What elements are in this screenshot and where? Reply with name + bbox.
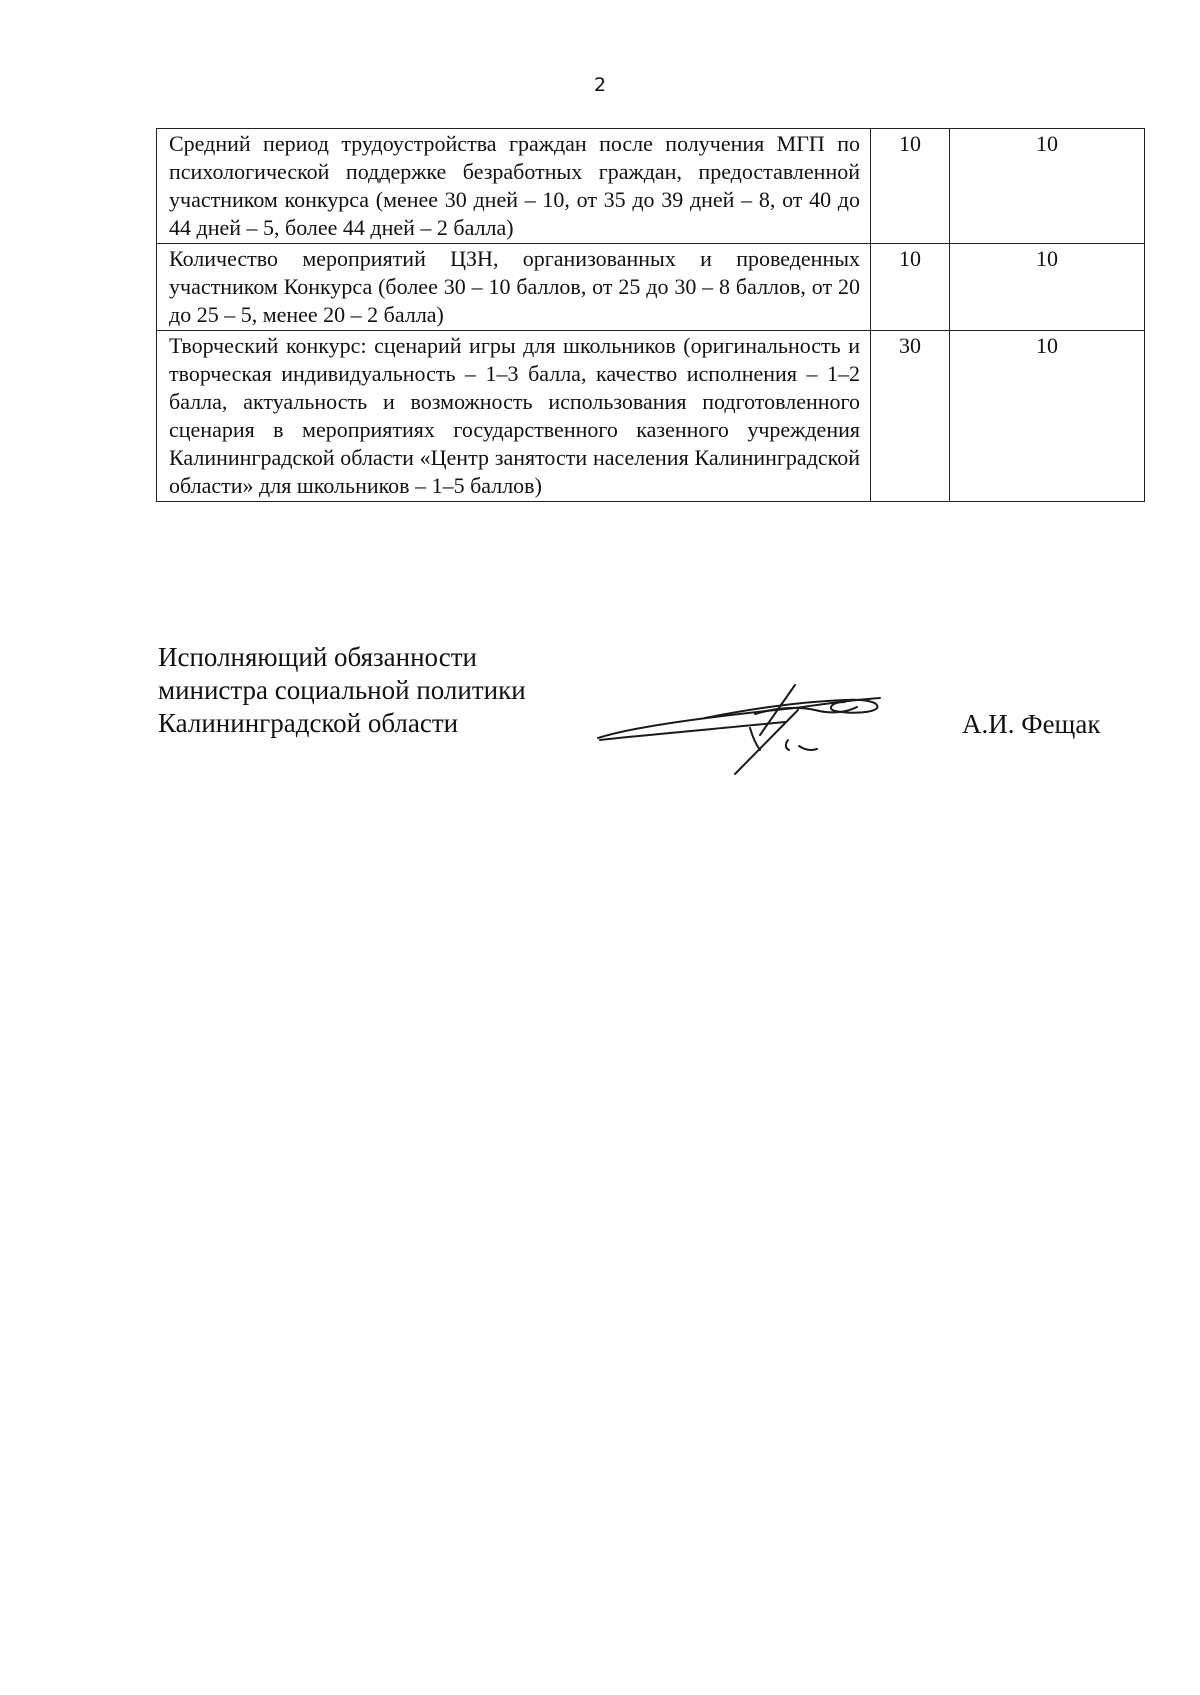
criterion-points: 10 <box>950 244 1145 331</box>
criterion-points: 10 <box>950 129 1145 244</box>
signatory-position-line: Исполняющий обязанности <box>158 642 477 672</box>
signatory-position <box>158 641 526 740</box>
criterion-description: Творческий конкурс: сценарий игры для школьников (оригинальность и творческая индивидуальность – 1–3 балла, качество исполнения – 1–2 балла, актуальность и возможность использования подготовленного сценария в мероприятиях государственного казенного учреждения Калининградской области «Центр занятости населения Калининградской области» для школьников – 1–5 баллов) <box>157 331 871 502</box>
criterion-description: Количество мероприятий ЦЗН, организованных и проведенных участником Конкурса (более 30 – 10 баллов, от 25 до 30 – 8 баллов, от 20 до 25 – 5, менее 20 – 2 балла) <box>157 244 871 331</box>
criterion-max-points: 10 <box>871 244 950 331</box>
table-row <box>157 129 1145 244</box>
signatory-name: А.И. Фещак <box>962 709 1101 739</box>
handwritten-signature <box>595 680 895 775</box>
signatory-position-line: Калининградской области <box>158 708 459 738</box>
criteria-table <box>156 128 1145 502</box>
table-row <box>157 331 1145 502</box>
criterion-max-points: 10 <box>871 129 950 244</box>
table-row <box>157 244 1145 331</box>
criterion-max-points: 30 <box>871 331 950 502</box>
page-number: 2 <box>593 74 607 96</box>
criterion-points: 10 <box>950 331 1145 502</box>
signatory-position-line: министра социальной политики <box>158 675 526 705</box>
criterion-description: Средний период трудоустройства граждан после получения МГП по психологической поддержке безработных граждан, предоставленной участником конкурса (менее 30 дней – 10, от 35 до 39 дней – 8, от 40 до 44 дней – 5, более 44 дней – 2 балла) <box>157 129 871 244</box>
